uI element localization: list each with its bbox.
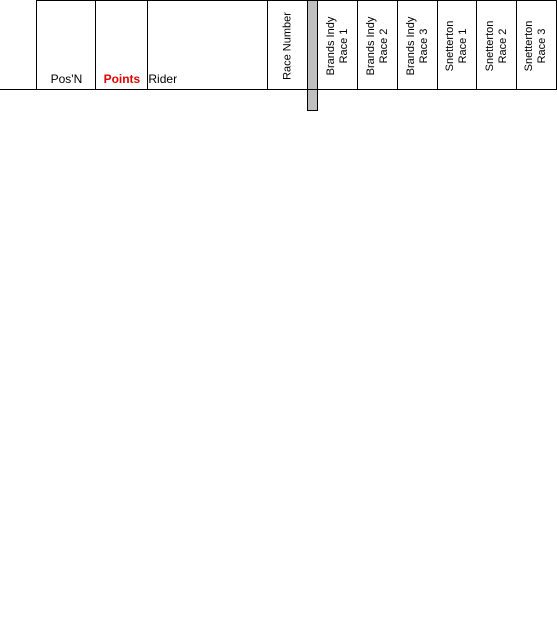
gap-cell	[477, 90, 517, 111]
gap-cell	[0, 90, 37, 111]
header-race-4: Snetterton Race 1	[438, 1, 477, 90]
header-corner	[0, 1, 37, 90]
results-table	[0, 0, 557, 111]
gap-cell	[268, 90, 308, 111]
gap-cell	[358, 90, 398, 111]
header-points: Points	[96, 1, 148, 90]
gap-cell	[37, 90, 96, 111]
header-row	[0, 1, 557, 90]
header-pos: Pos'N	[37, 1, 96, 90]
gap-cell	[308, 90, 318, 111]
class-gap-row	[0, 90, 557, 111]
gap-cell	[516, 90, 556, 111]
gap-cell	[398, 90, 438, 111]
gap-cell	[148, 90, 268, 111]
gap-cell	[96, 90, 148, 111]
header-race-5: Snetterton Race 2	[477, 1, 517, 90]
header-rider: Rider	[148, 1, 268, 90]
gap-cell	[438, 90, 477, 111]
gap-cell	[318, 90, 358, 111]
header-race-number: Race Number	[268, 1, 308, 90]
header-race-6: Snetterton Race 3	[516, 1, 556, 90]
header-race-1: Brands Indy Race 1	[318, 1, 358, 90]
header-divider	[308, 1, 318, 90]
header-race-2: Brands Indy Race 2	[358, 1, 398, 90]
header-race-3: Brands Indy Race 3	[398, 1, 438, 90]
